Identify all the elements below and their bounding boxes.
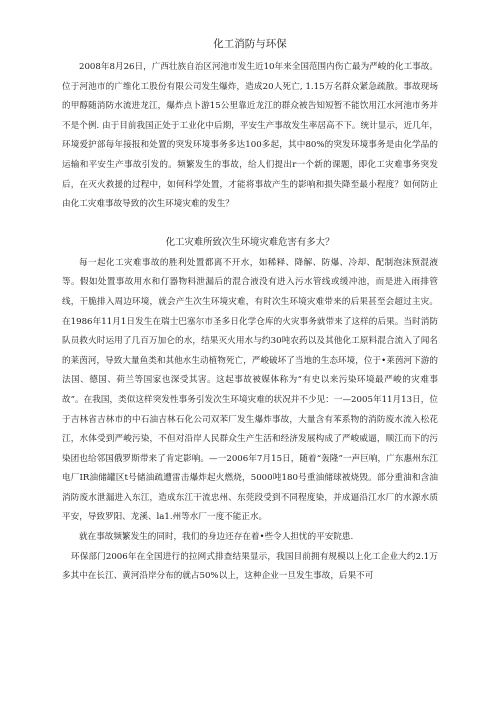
short-paragraph: 就在事故频繁发生的同时，我们的身边还存在着•些令人担忧的平安院患. xyxy=(79,532,354,543)
last-paragraph: 环保部门2006年在全国进行的拉网式排查结果显示，我国目前拥有规模以上化工企业大约2.1万多其中在长江、黄河沿岸分布的就占50%以上，这种企业一旦发生事故，后果不可 xyxy=(62,551,438,582)
document-title: 化工消防与环保 xyxy=(213,38,287,50)
intro-paragraph: 2008年8月26日，广西壮族自治区河池市发生近10年来全国范围内伤亡最为严峻的化工事故。位于河池市的广维化工股份有限公司发生爆炸，造成20人死亡, 1.15万名群众紧急疏散。事故现场的甲醇随消防水流进龙江，爆炸点卜游15公里靠近龙江的群众被告知短暂不能饮用江水河池市务并不是个例. 由于目前我国正处于工业化中后期，平安生产事故发生率居高不下。统计显示，近几年，环境爱护部每年接报和处置的突发环境事务多达100多起，其中80%的突发环境事务是由化学品的运输和平安生产事故引发的。频繁发生的事故，给人们提出r一个新的课题，即化工灾难事务突发后，在灭火救援的过程中，如何科学处置，才能将事故产生的影响和损失降至最小程度？如何防止由化工灾难事故导致的次生环境灾难的发生？ xyxy=(62,62,438,210)
body-paragraph: 每一起化工灾难事故的胜利处置都离不开水，如稀释、降解、防爆、冷却、配制泡沫预混液等。假如处置事故用水和仃器物料泄漏后的混合液没有进入污水管线或缓冲池，而是进入雨排管线，干脆排入周边环境，就会产生次生环境灾难，有时次生环境灾难带来的后果甚至会超过主灾。在1986年11月1日发生在瑞士巴塞尔市圣多日化学仓库的火灾事务就带来了这样的后果。当时消防队员救火时运用了几百万加仑的水，结果灭火用水与约30吨农药以及其他化工原料混合流入了闻名的莱茵河，导致大量鱼类和其他水生动植物死亡，严峻破坏了当地的生态环境，位于•莱茵河下游的法国、德国、荷兰等国家也深受其害。这起事故被媒体称为“有史以来污染环境最严峻的灾难事故”。在我国，类似这样突发性事务引发次生环境灾难的状况并不少见：一—2005年11月13日，位于吉林省吉林市的中石油吉林石化公司双苯厂发生爆炸事故，大量含有苯系物的消防废水流入松花江，水体受到严峻污染，不但对沿岸人民群众生产生活和经济发展构成了严峻威逼，顺江而下的污染团也给邻国俄罗斯带来了肯定影响。—一2006年7月15日，随着“轰隆”一声巨响，广东惠州东江电厂IR油储罐区t号储油疏遭雷击爆炸起火燃烧，5000吨180号重油储球被烧毁。部分重油和含油消防废水泄漏进入东江，造成东江干流忠州、东莞段受到不同程度染，并成逼沿江水厂的水源水质平安，导致罗阳、龙溪、la1.州等水厂一度不能正水。 xyxy=(62,257,438,523)
section-title: 化工灾难所致次生环境灾难危害有多大？ xyxy=(165,236,335,248)
